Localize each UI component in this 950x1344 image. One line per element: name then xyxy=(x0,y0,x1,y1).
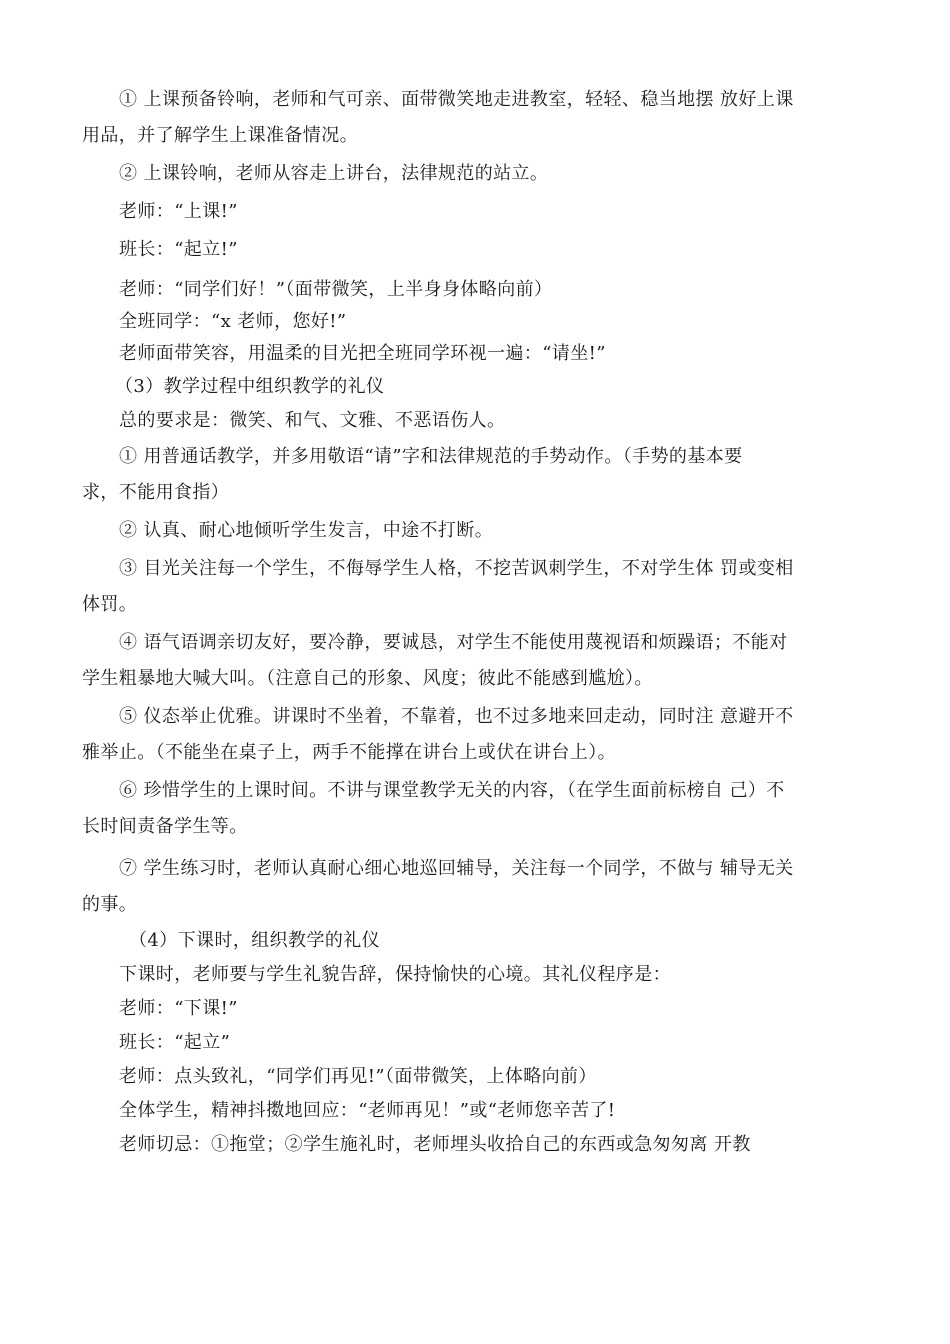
paragraph-line: 老师：“下课!” xyxy=(119,998,238,1019)
paragraph-line: ③ 目光关注每一个学生，不侮辱学生人格，不挖苦讽刺学生，不对学生体 罚或变相 xyxy=(119,558,794,579)
document-body xyxy=(82,84,882,1161)
paragraph-line: 老师：“同学们好！”（面带微笑，上半身身体略向前） xyxy=(119,279,553,300)
paragraph-line: 用品，并了解学生上课准备情况。 xyxy=(82,125,358,146)
paragraph-line: 雅举止。（不能坐在桌子上，两手不能撑在讲台上或伏在讲台上）。 xyxy=(82,742,616,763)
paragraph-line: 全体学生，精神抖擞地回应：“老师再见！”或“老师您辛苦了! xyxy=(119,1100,616,1121)
paragraph-line: 全班同学：“x 老师，您好!” xyxy=(119,311,347,332)
paragraph-line: 老师面带笑容，用温柔的目光把全班同学环视一遍：“请坐!” xyxy=(119,343,606,364)
section-heading: （3）教学过程中组织教学的礼仪 xyxy=(115,376,385,397)
paragraph-line: 体罚。 xyxy=(82,594,138,615)
paragraph-line: ⑤ 仪态举止优雅。讲课时不坐着，不靠着，也不过多地来回走动，同时注 意避开不 xyxy=(119,706,794,727)
paragraph-line: 老师切忌：①拖堂；②学生施礼时，老师埋头收拾自己的东西或急匆匆离 开教 xyxy=(119,1134,751,1155)
paragraph-line: 老师：“上课!” xyxy=(119,201,238,222)
paragraph-line: ⑥ 珍惜学生的上课时间。不讲与课堂教学无关的内容，（在学生面前标榜自 己）不 xyxy=(119,780,785,801)
paragraph-line: 求，不能用食指） xyxy=(82,482,230,503)
paragraph-line: 的事。 xyxy=(82,894,138,915)
paragraph-line: ⑦ 学生练习时，老师认真耐心细心地巡回辅导，关注每一个同学，不做与 辅导无关 xyxy=(119,858,794,879)
paragraph-line: ① 用普通话教学，并多用敬语“请”字和法律规范的手势动作。（手势的基本要 xyxy=(119,446,743,467)
paragraph-line: 总的要求是：微笑、和气、文雅、不恶语伤人。 xyxy=(119,410,506,431)
paragraph-line: 老师：点头致礼，“同学们再见!”（面带微笑，上体略向前） xyxy=(119,1066,597,1087)
paragraph-line: 长时间责备学生等。 xyxy=(82,816,248,837)
paragraph-line: 学生粗暴地大喊大叫。（注意自己的形象、风度；彼此不能感到尴尬）。 xyxy=(82,668,653,689)
paragraph-line: ① 上课预备铃响，老师和气可亲、面带微笑地走进教室，轻轻、稳当地摆 放好上课 xyxy=(119,89,794,110)
section-heading: （4）下课时，组织教学的礼仪 xyxy=(129,930,381,951)
paragraph-line: ② 上课铃响，老师从容走上讲台，法律规范的站立。 xyxy=(119,163,549,184)
paragraph-line: ④ 语气语调亲切友好，要冷静，要诚恳，对学生不能使用蔑视语和烦躁语；不能对 xyxy=(119,632,788,653)
paragraph-line: ② 认真、耐心地倾听学生发言，中途不打断。 xyxy=(119,520,494,541)
paragraph-line: 下课时，老师要与学生礼貌告辞，保持愉快的心境。其礼仪程序是： xyxy=(119,964,671,985)
paragraph-line: 班长：“起立!” xyxy=(119,239,238,260)
paragraph-line: 班长：“起立” xyxy=(119,1032,231,1053)
